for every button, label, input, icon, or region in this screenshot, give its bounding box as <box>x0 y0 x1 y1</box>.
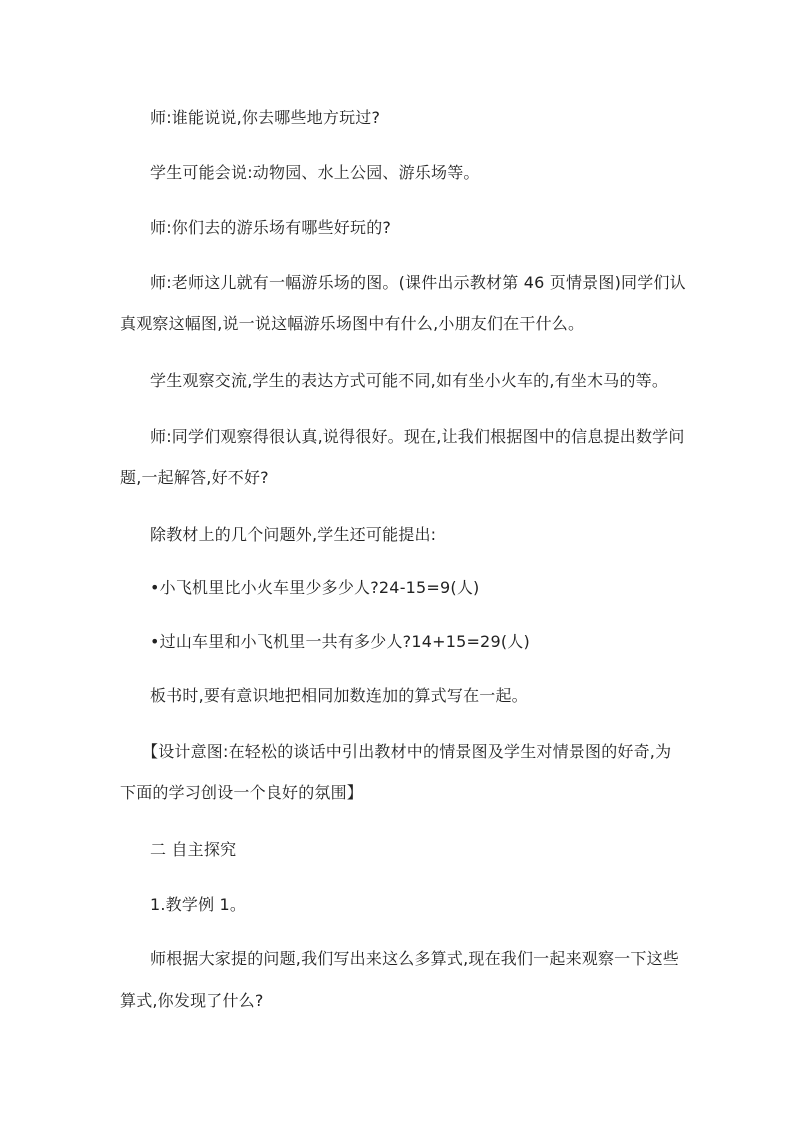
paragraph-teacher-followup: 师:你们去的游乐场有哪些好玩的? <box>150 218 392 237</box>
paragraph-observe-line1: 师根据大家提的问题,我们写出来这么多算式,现在我们一起来观察一下这些 <box>150 949 679 968</box>
bullet-item-2: •过山车里和小飞机里一共有多少人?14+15=29(人) <box>150 632 530 651</box>
bullet-item-1: •小飞机里比小火车里少多少人?24-15=9(人) <box>150 578 480 597</box>
design-intent-line2: 下面的学习创设一个良好的氛围】 <box>120 783 364 802</box>
paragraph-other-questions: 除教材上的几个问题外,学生还可能提出: <box>150 525 437 544</box>
paragraph-board-note: 板书时,要有意识地把相同加数连加的算式写在一起。 <box>150 686 528 705</box>
paragraph-student-answer: 学生可能会说:动物园、水上公园、游乐场等。 <box>150 163 480 182</box>
paragraph-teacher-praise-line1: 师:同学们观察得很认真,说得很好。现在,让我们根据图中的信息提出数学问 <box>150 427 685 446</box>
subsection-heading: 1.教学例 1。 <box>150 895 247 914</box>
section-heading: 二 自主探究 <box>150 840 237 859</box>
paragraph-teacher-image-line1: 师:老师这儿就有一幅游乐场的图。(课件出示教材第 46 页情景图)同学们认 <box>150 273 686 292</box>
paragraph-student-observe: 学生观察交流,学生的表达方式可能不同,如有坐小火车的,有坐木马的等。 <box>150 371 669 390</box>
paragraph-observe-line2: 算式,你发现了什么? <box>120 991 264 1010</box>
paragraph-teacher-image-line2: 真观察这幅图,说一说这幅游乐场图中有什么,小朋友们在干什么。 <box>120 314 585 333</box>
design-intent-line1: 【设计意图:在轻松的谈话中引出教材中的情景图及学生对情景图的好奇,为 <box>142 742 672 761</box>
paragraph-teacher-praise-line2: 题,一起解答,好不好? <box>120 468 269 487</box>
paragraph-teacher-question: 师:谁能说说,你去哪些地方玩过? <box>150 108 381 127</box>
